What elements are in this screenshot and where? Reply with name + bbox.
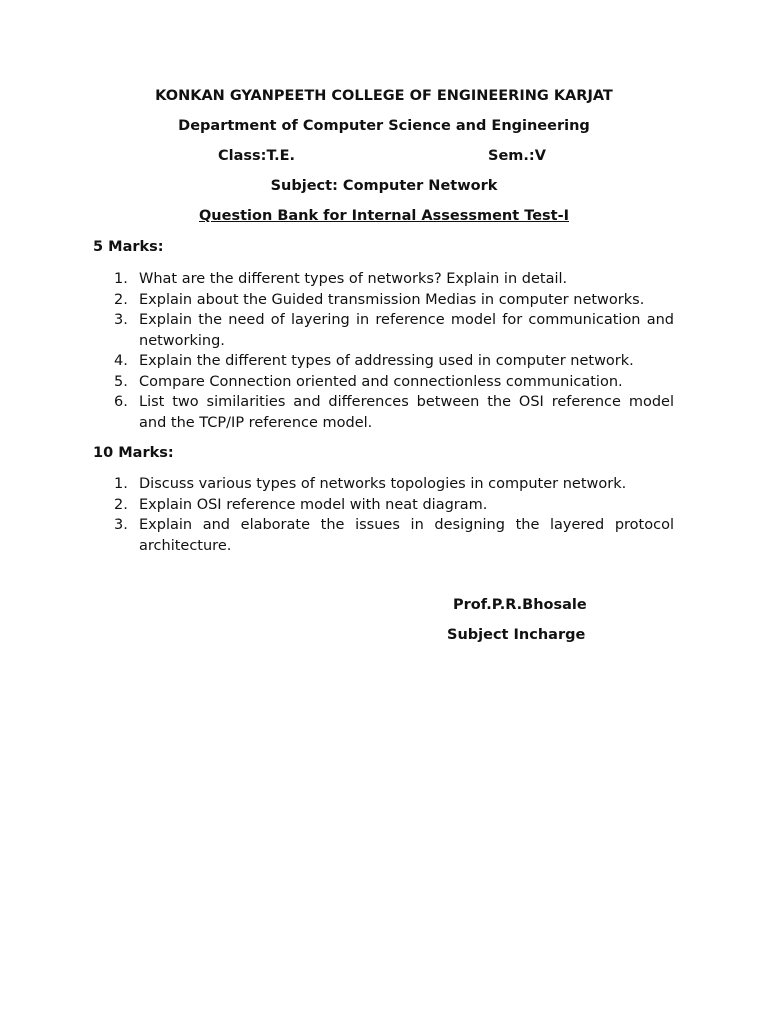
subject-label: Subject: Computer Network — [270, 178, 498, 194]
section-heading-5-marks: 5 Marks: — [93, 239, 164, 255]
list-item — [114, 351, 674, 372]
signatory-name: Prof.P.R.Bhosale — [453, 597, 587, 613]
question-text: List two similarities and differences between the OSI reference model and the TCP/IP reference model. — [139, 394, 674, 431]
list-item — [114, 372, 674, 393]
signatory-role: Subject Incharge — [447, 627, 586, 643]
semester-label: Sem.:V — [488, 148, 546, 164]
question-bank-title: Question Bank for Internal Assessment Test-I — [198, 208, 570, 224]
question-text: Explain about the Guided transmission Medias in computer networks. — [139, 291, 645, 308]
class-label: Class:T.E. — [218, 148, 296, 164]
list-item — [114, 515, 674, 556]
question-number: 1. — [114, 271, 128, 287]
question-list-5-marks — [114, 269, 674, 433]
section-heading-10-marks: 10 Marks: — [93, 445, 174, 461]
question-number: 2. — [114, 496, 128, 513]
question-number: 4. — [114, 353, 128, 369]
list-item — [114, 474, 674, 495]
question-number: 5. — [114, 373, 128, 390]
list-item — [114, 290, 674, 311]
question-number: 6. — [114, 394, 128, 410]
question-number: 2. — [114, 291, 128, 308]
question-text: What are the different types of networks? Explain in detail. — [139, 271, 568, 287]
question-text: Explain the need of layering in reference model for communication and networking. — [139, 312, 674, 349]
question-text: Compare Connection oriented and connectionless communication. — [139, 373, 623, 390]
college-name: KONKAN GYANPEETH COLLEGE OF ENGINEERING KARJAT — [155, 88, 613, 104]
list-item — [114, 269, 674, 290]
department-name: Department of Computer Science and Engineering — [178, 118, 590, 134]
question-number: 1. — [114, 476, 128, 492]
question-text: Explain the different types of addressing used in computer network. — [139, 353, 634, 369]
question-text: Discuss various types of networks topologies in computer network. — [139, 476, 627, 492]
question-number: 3. — [114, 517, 128, 533]
question-list-10-marks — [114, 474, 674, 556]
list-item — [114, 310, 674, 351]
question-number: 3. — [114, 312, 128, 328]
question-text: Explain and elaborate the issues in designing the layered protocol architecture. — [139, 517, 674, 554]
list-item — [114, 495, 674, 516]
list-item — [114, 392, 674, 433]
question-text: Explain OSI reference model with neat diagram. — [139, 496, 488, 513]
